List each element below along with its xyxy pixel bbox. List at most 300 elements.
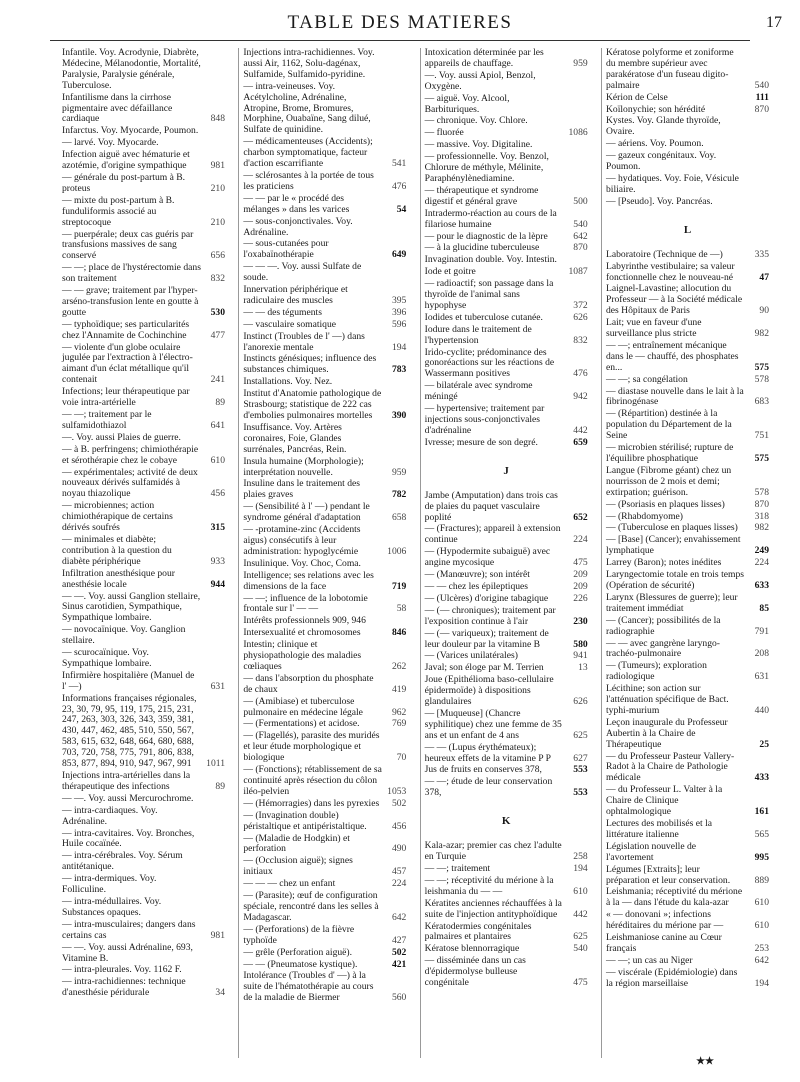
entry-page-number: 224	[573, 534, 588, 546]
entry-page-number: 476	[391, 180, 407, 192]
entry-text: — viscérale (Epidémiologie) dans la région marseillaise	[605, 966, 738, 989]
index-entry	[606, 174, 769, 196]
entry-text: Infantile. Voy. Acrodynie, Diabrète, Médecine, Mélanodontie, Mortalité, Paralysie, Paralysie générale, Tuberculose.	[62, 48, 201, 91]
index-entry	[62, 977, 225, 999]
section-letter: K	[501, 815, 511, 828]
entry-text: Kérion de Celse	[605, 91, 668, 103]
entry-page-number: 982	[754, 522, 769, 534]
entry-text: Leishmania; réceptivité du mérione à la — dans l'étude du kala-azar	[605, 886, 743, 909]
entry-text: — (Ulcères) d'origine tabagique	[424, 592, 549, 604]
index-entry	[606, 593, 769, 615]
index-entry	[62, 694, 225, 770]
entry-text: — minimales et diabète; contribution à la question du diabète périphérique	[62, 533, 172, 567]
index-entry	[62, 897, 225, 919]
index-entry	[243, 194, 406, 216]
index-entry	[243, 571, 406, 593]
entry-text: — vasculaire somatique	[243, 318, 337, 330]
entry-text: — —; sa congélation	[605, 373, 688, 385]
entry-text: Kératites anciennes réchauffées à la suite de l'injection antityphoïdique	[424, 897, 562, 920]
entry-text: — intra-rachidiennes: technique d'anesthésie péridurale	[62, 976, 186, 999]
entry-text: — fluorée	[424, 127, 464, 139]
entry-text: — (Amibiase) et tuberculose pulmonaire en médecine légale	[243, 695, 363, 718]
index-entry	[425, 765, 588, 776]
entry-text: — (Répartition) destinée à la population du Département de la Seine	[605, 408, 732, 442]
entry-text: — gazeux congénitaux. Voy. Poumon.	[605, 150, 717, 173]
index-entry	[425, 267, 588, 278]
index-entry	[62, 230, 225, 263]
index-entry	[425, 348, 588, 381]
index-entry	[243, 719, 406, 730]
entry-page-number: 641	[210, 419, 225, 431]
index-entry	[62, 806, 225, 828]
entry-text: — à B. perfringens; chimiothérapie et sérothérapie chez le cobaye	[62, 443, 199, 466]
entry-text: — —; traitement par le sulfamidothiazol	[62, 409, 152, 431]
entry-page-number: 85	[759, 602, 769, 614]
index-entry	[425, 944, 588, 955]
entry-page-number: 944	[210, 578, 225, 590]
entry-page-number: 625	[573, 729, 588, 741]
entry-text: Lectures des mobilisés et la littérature italienne	[605, 818, 713, 840]
index-entry	[62, 943, 225, 965]
index-entry	[425, 899, 588, 921]
index-entry	[243, 925, 406, 947]
entry-text: — hydatiques. Voy. Foie, Vésicule biliaire.	[605, 172, 739, 195]
index-entry	[425, 841, 588, 863]
entry-text: — —. Voy. aussi Ganglion stellaire, Sinus carotidien, Sympathique, Sympathique lombaire.	[62, 590, 201, 624]
entry-page-number: 683	[754, 396, 769, 408]
entry-text: — aériens. Voy. Poumon.	[605, 138, 704, 150]
entry-page-number: 575	[754, 453, 769, 464]
index-entry	[243, 628, 406, 639]
index-entry	[243, 377, 406, 388]
entry-page-number: 440	[754, 704, 769, 716]
entry-page-number: 565	[754, 828, 769, 840]
entry-page-number: 870	[754, 103, 769, 115]
index-entry	[425, 663, 588, 674]
entry-text: Kératose polyforme et zoniforme du membre supérieur avec parakératose d'un fuseau digito-palmaire	[605, 48, 734, 91]
entry-page-number: 475	[573, 557, 588, 569]
index-entry	[62, 569, 225, 591]
entry-text: — pour le diagnostic de la lèpre	[424, 230, 548, 242]
index-entry	[243, 423, 406, 456]
index-entry	[606, 684, 769, 717]
entry-page-number: 656	[210, 250, 225, 262]
index-entry	[243, 594, 406, 616]
entry-text: — intra-cérébrales. Voy. Sérum antitétanique.	[62, 850, 183, 873]
index-entry	[243, 217, 406, 239]
entry-page-number: 194	[573, 863, 588, 874]
entry-text: — novocaïnique. Voy. Ganglion stellaire.	[62, 624, 186, 647]
entry-page-number: 627	[573, 752, 588, 764]
entry-page-number: 848	[210, 113, 225, 125]
entry-text: Intersexualité et chromosomes	[243, 627, 361, 639]
entry-page-number: 502	[391, 946, 407, 958]
index-entry	[606, 284, 769, 317]
entry-page-number: 942	[573, 391, 588, 403]
entry-page-number: 395	[391, 294, 407, 306]
index-entry	[243, 674, 406, 696]
entry-page-number: 870	[754, 498, 769, 510]
entry-text: Infiltration anesthésique pour anesthésie locale	[62, 567, 175, 590]
entry-text: Javal; son éloge par M. Terrien	[424, 662, 544, 674]
entry-page-number: 210	[210, 182, 225, 194]
entry-text: — à la glucidine tuberculeuse	[424, 242, 540, 254]
entry-text: — —; réceptivité du mérione à la leishmania du — —	[424, 874, 554, 897]
entry-page-number: 161	[754, 806, 769, 818]
entry-text: — intra-cardiaques. Voy. Adrénaline.	[62, 804, 158, 827]
entry-page-number: 540	[754, 79, 769, 91]
entry-page-number: 642	[391, 911, 407, 923]
entry-text: — hypertensive; traitement par injections sous-conjonctivales d'adrénaline	[424, 403, 545, 436]
entry-page-number: 475	[573, 977, 588, 989]
index-entry	[606, 819, 769, 841]
footer-mark: ★★	[696, 1056, 714, 1067]
entry-text: —. Voy. aussi Apiol, Benzol, Oxygène.	[424, 69, 536, 92]
index-entry	[606, 250, 769, 261]
index-entry	[606, 387, 769, 409]
index-entry	[606, 523, 769, 534]
index-entry	[425, 209, 588, 231]
index-entry	[243, 799, 406, 810]
index-entry	[62, 625, 225, 647]
index-entry	[425, 876, 588, 898]
entry-text: — — —. Voy. aussi Sulfate de soude.	[243, 261, 362, 284]
index-entry	[425, 152, 588, 185]
index-entry	[62, 150, 225, 172]
entry-page-number: 390	[391, 410, 407, 421]
index-entry	[243, 82, 406, 137]
index-entry	[425, 438, 588, 449]
index-entry	[606, 151, 769, 173]
entry-page-number: 194	[391, 341, 407, 353]
entry-page-number: 658	[391, 512, 407, 524]
index-entry	[425, 594, 588, 605]
entry-page-number: 541	[391, 158, 407, 170]
index-entry	[62, 965, 225, 976]
index-entry	[62, 93, 225, 126]
index-entry	[243, 502, 406, 524]
entry-page-number: 1086	[568, 127, 588, 139]
entry-page-number: 981	[210, 160, 225, 172]
entry-text: — intra-veineuses. Voy. Acétylcholine, Adrénaline, Atropine, Brome, Bromures, Morphine, Ouabaïne, Sang dilué, Sulfate de quinidine.	[243, 80, 371, 136]
entry-text: — du Professeur Pasteur Vallery-Radot à la Chaire de Pathologie médicale	[605, 750, 735, 784]
entry-text: — dans l'absorption du phosphate de chaux	[243, 672, 374, 695]
entry-text: Informations françaises régionales, 23, 30, 79, 95, 119, 175, 215, 231, 247, 263, 303, 326, 343, 359, 381, 430, 447, 462, 485, 510, 550, 567, 583, 615, 632, 648, 664, 680, 688, 703, 720, 758, 775, 791, 806, 838, 853, 877, 894, 910, 947, 967, 991	[62, 692, 197, 770]
index-entry	[606, 48, 769, 92]
entry-text: Insulinique. Voy. Choc, Coma.	[243, 557, 361, 569]
index-entry	[62, 851, 225, 873]
index-entry	[425, 864, 588, 875]
entry-page-number: 959	[391, 466, 407, 478]
index-entry	[606, 639, 769, 661]
entry-page-number: 1006	[387, 545, 407, 557]
entry-text: — —; influence de la lobotomie frontale sur l' — —	[243, 592, 368, 615]
entry-text: Intérêts professionnels 909, 946	[243, 615, 366, 627]
entry-text: — larvé. Voy. Myocarde.	[62, 137, 159, 149]
entry-page-number: 58	[396, 603, 407, 615]
index-entry	[606, 466, 769, 499]
entry-text: Kala-azar; premier cas chez l'adulte en Turquie	[424, 840, 562, 863]
entry-text: Iodides et tuberculose cutanée.	[424, 311, 543, 323]
entry-page-number: 783	[391, 364, 407, 376]
entry-text: — grêle (Perforation aiguë).	[243, 946, 353, 958]
entry-text: Invagination double. Voy. Intestin.	[424, 254, 557, 266]
entry-page-number: 1011	[206, 758, 225, 770]
index-entry	[606, 887, 769, 909]
entry-page-number: 457	[391, 866, 407, 878]
entry-text: Kystes. Voy. Glande thyroïde, Ovaire.	[605, 115, 721, 138]
entry-page-number: 476	[573, 368, 588, 380]
entry-page-number: 610	[754, 897, 769, 909]
entry-page-number: 111	[755, 91, 769, 103]
index-entry	[425, 186, 588, 208]
entry-page-number: 981	[210, 929, 225, 941]
index-entry	[425, 71, 588, 93]
index-entry	[425, 140, 588, 151]
entry-text: Intoxication déterminée par les appareils de chauffage.	[424, 48, 544, 69]
entry-text: — (Tumeurs); exploration radiologique	[605, 660, 707, 683]
index-entry	[62, 592, 225, 625]
entry-page-number: 224	[391, 878, 407, 890]
entry-page-number: 633	[754, 579, 769, 591]
index-entry	[606, 341, 769, 374]
entry-page-number: 560	[391, 992, 407, 1004]
entry-text: — [Muqueuse] (Chancre syphilitique) chez une femme de 35 ans et un enfant de 4 ans	[424, 707, 562, 741]
entry-text: — sous-cutanées pour l'oxabaïnothérapie	[243, 238, 329, 261]
index-entry	[243, 559, 406, 570]
entry-page-number: 47	[759, 271, 769, 283]
entry-page-number: 1087	[568, 266, 588, 278]
entry-text: — — chez les épileptiques	[424, 580, 529, 592]
index-entry	[243, 765, 406, 798]
index-entry	[606, 785, 769, 818]
section-letter: J	[503, 464, 509, 477]
index-entry	[606, 752, 769, 785]
entry-text: — —; un cas au Niger	[605, 954, 693, 966]
index-entry	[243, 479, 406, 501]
index-entry	[62, 196, 225, 229]
index-entry	[425, 606, 588, 628]
entry-page-number: 626	[573, 696, 588, 708]
index-entry	[425, 547, 588, 569]
index-column-4	[601, 48, 772, 1058]
index-entry	[62, 173, 225, 195]
index-entry	[425, 404, 588, 437]
entry-text: — thérapeutique et syndrome digestif et général grave	[424, 184, 539, 207]
index-entry	[62, 535, 225, 568]
index-entry	[606, 500, 769, 511]
entry-page-number: 962	[391, 706, 407, 718]
entry-text: Laignel-Lavastine; allocution du Professeur — à la Société médicale des Hôpitaux de Paris	[605, 283, 743, 317]
entry-text: Infantilisme dans la cirrhose pigmentaire avec défaillance cardiaque	[62, 91, 173, 125]
entry-text: — —; traitement	[424, 863, 491, 874]
entry-page-number: 642	[573, 230, 588, 242]
entry-text: Ivresse; mesure de son degré.	[424, 436, 538, 448]
entry-text: Lait; vue en faveur d'une surveillance plus stricte	[605, 317, 702, 340]
entry-text: — du Professeur L. Valter à la Chaire de Clinique ophtalmologique	[605, 784, 723, 818]
entry-text: — intra-médullaires. Voy. Substances opaques.	[62, 895, 162, 918]
index-entry	[606, 570, 769, 592]
entry-page-number: 456	[391, 820, 407, 832]
index-entry	[425, 651, 588, 662]
entry-page-number: 580	[573, 638, 588, 650]
entry-page-number: 553	[573, 787, 588, 799]
index-entry	[62, 771, 225, 793]
entry-text: Iodure dans le traitement de l'hypertension	[424, 323, 532, 346]
index-entry	[606, 535, 769, 557]
index-entry	[425, 128, 588, 139]
entry-text: — diastase nouvelle dans le lait à la fibrinogénase	[605, 385, 744, 408]
entry-text: — microbiennes; action chimiothérapique de certains dérivés soufrés	[62, 500, 173, 534]
entry-text: Instinct (Troubles de l' —) dans l'anorexie mentale	[243, 330, 365, 353]
page-number: 17	[766, 14, 782, 31]
entry-text: — (Manœuvre); son intérêt	[424, 569, 530, 581]
index-entry	[243, 960, 406, 971]
entry-page-number: 832	[573, 334, 588, 346]
index-entry	[606, 910, 769, 932]
index-entry	[243, 971, 406, 1004]
entry-text: — expérimentales; activité de deux nouveaux dérivés sulfamidés à noyau thiazolique	[62, 466, 198, 500]
index-column-2	[238, 48, 409, 1058]
entry-page-number: 70	[396, 752, 407, 764]
entry-page-number: 610	[573, 885, 588, 897]
index-entry	[606, 956, 769, 967]
entry-page-number: 540	[573, 218, 588, 230]
index-entry	[243, 171, 406, 193]
entry-text: Injections intra-artérielles dans la thérapeutique des infections	[62, 770, 191, 792]
entry-page-number: 791	[754, 625, 769, 637]
entry-text: — professionnelle. Voy. Benzol, Chlorure de méthyle, Mélinite, Paraphénylènediamine.	[424, 151, 549, 184]
entry-page-number: 889	[754, 874, 769, 886]
entry-text: — —; entraînement mécanique dans le — chauffé, des phosphates en...	[605, 339, 739, 373]
entry-page-number: 575	[754, 361, 769, 373]
entry-page-number: 34	[215, 987, 225, 999]
entry-text: — (Varices unilatérales)	[424, 650, 518, 662]
entry-text: Langue (Fibrome géant) chez un nourrisson de 2 mois et demi; extirpation; guérison.	[605, 464, 732, 498]
entry-page-number: 941	[573, 650, 588, 662]
entry-text: Injections intra-rachidiennes. Voy. aussi Air, 1162, Solu-dagénax, Sulfamide, Sulfamido-pyridine.	[243, 48, 375, 80]
entry-page-number: 25	[759, 738, 769, 750]
entry-page-number: 540	[573, 943, 588, 955]
index-entry	[606, 443, 769, 465]
index-entry	[243, 697, 406, 719]
entry-text: Kératodermies congénitales palmaires et plantaires	[424, 920, 532, 943]
entry-page-number: 54	[396, 203, 407, 215]
entry-text: — (Flagellés), parasite des muridés et leur étude morphologique et biologique	[243, 730, 380, 764]
entry-page-number: 456	[210, 488, 225, 500]
index-entry	[243, 525, 406, 558]
index-entry	[243, 879, 406, 890]
entry-page-number: 659	[573, 436, 588, 448]
entry-page-number: 209	[573, 580, 588, 592]
entry-page-number: 959	[573, 57, 588, 69]
entry-text: Infirmière hospitalière (Manuel de l' —)	[62, 669, 195, 692]
entry-page-number: 500	[573, 195, 588, 207]
entry-page-number: 262	[391, 660, 407, 672]
index-entry	[425, 956, 588, 989]
index-entry	[606, 616, 769, 638]
index-entry	[425, 777, 588, 799]
entry-page-number: 372	[573, 299, 588, 311]
entry-page-number: 846	[391, 627, 407, 639]
index-entry	[243, 834, 406, 856]
entry-text: — (Invagination double) péristaltique et antipéristaltique.	[243, 809, 367, 832]
entry-page-number: 769	[391, 718, 407, 730]
page-title: TABLE DES MATIERES	[287, 12, 513, 33]
entry-text: — —; place de l'hystérectomie dans son traitement	[62, 262, 201, 285]
index-entry	[425, 743, 588, 765]
entry-text: — (Sensibilité à l' —) pendant le syndrome général d'adaptation	[243, 501, 370, 524]
entry-page-number: 652	[573, 511, 588, 523]
entry-text: — (Parasite); œuf de configuration spéciale, rencontré dans les selles à Madagascar.	[243, 890, 379, 923]
entry-text: Innervation périphérique et radiculaire des muscles	[243, 284, 348, 306]
index-entry	[243, 640, 406, 673]
index-entry	[606, 512, 769, 523]
index-entry	[243, 239, 406, 261]
index-entry	[425, 325, 588, 347]
index-entry	[62, 433, 225, 444]
section-letter: L	[683, 223, 692, 236]
entry-text: — violente d'un globe oculaire jugulée par l'extraction à l'électro-aimant d'un éclat métallique qu'il contenait	[62, 341, 193, 386]
index-entry	[606, 105, 769, 116]
entry-text: Insuffisance. Voy. Artères coronaires, Foie, Glandes surrénales, Pancréas, Rein.	[243, 421, 347, 455]
entry-page-number: 626	[573, 311, 588, 323]
entry-page-number: 751	[754, 430, 769, 442]
index-entry	[62, 501, 225, 534]
index-entry	[243, 856, 406, 878]
entry-text: Labyrinthe vestibulaire; sa valeur fonctionnelle chez le nouveau-né	[605, 260, 735, 283]
entry-text: Kératose blennorragique	[424, 943, 520, 955]
index-entry	[243, 137, 406, 170]
entry-text: — —; étude de leur conservation 378,	[424, 776, 553, 799]
entry-page-number: 90	[759, 305, 769, 317]
entry-page-number: 982	[754, 328, 769, 340]
entry-text: — mixte du post-partum à B. funduliformis associé au streptocoque	[62, 194, 175, 228]
index-entry	[243, 948, 406, 959]
entry-text: — intra-pleurales. Voy. 1162 F.	[62, 964, 182, 976]
entry-text: — -protamine-zinc (Accidents aigus) consécutifs à leur administration: hypoglycémie	[243, 524, 361, 557]
entry-page-number: 631	[210, 680, 225, 692]
entry-page-number: 1053	[387, 785, 407, 797]
index-columns	[58, 48, 772, 1058]
index-entry	[62, 126, 225, 137]
index-entry	[425, 709, 588, 742]
entry-text: Leçon inaugurale du Professeur Aubertin à la Chaire de Thérapeutique	[605, 716, 728, 750]
entry-text: Légumes [Extraits]; leur préparation et leur conservation.	[605, 863, 731, 886]
index-entry	[606, 558, 769, 569]
page-header	[0, 12, 800, 38]
index-entry	[606, 842, 769, 864]
entry-page-number: 553	[573, 764, 588, 776]
entry-page-number: 442	[573, 908, 588, 920]
entry-page-number: 258	[573, 851, 588, 863]
index-entry	[62, 468, 225, 501]
entry-page-number: 209	[573, 569, 588, 581]
entry-text: — typhoïdique; ses particularités chez l'Annamite de Cochinchine	[62, 318, 190, 341]
index-entry	[62, 794, 225, 805]
index-entry	[606, 375, 769, 386]
entry-text: Laboratoire (Technique de —)	[605, 248, 723, 260]
index-entry	[425, 48, 588, 70]
index-entry	[243, 731, 406, 764]
entry-text: — [Pseudo]. Voy. Pancréas.	[605, 195, 713, 207]
index-entry	[62, 263, 225, 285]
index-entry	[606, 93, 769, 104]
entry-page-number: 502	[391, 797, 407, 809]
entry-text: Koïlonychie; son hérédité	[605, 103, 706, 115]
entry-text: — [Base] (Cancer); envahissement lymphatique	[605, 534, 741, 557]
entry-text: Institut d'Anatomie pathologique de Strasbourg; statistique de 222 cas d'embolies pulmonaires mortelles	[243, 388, 382, 421]
